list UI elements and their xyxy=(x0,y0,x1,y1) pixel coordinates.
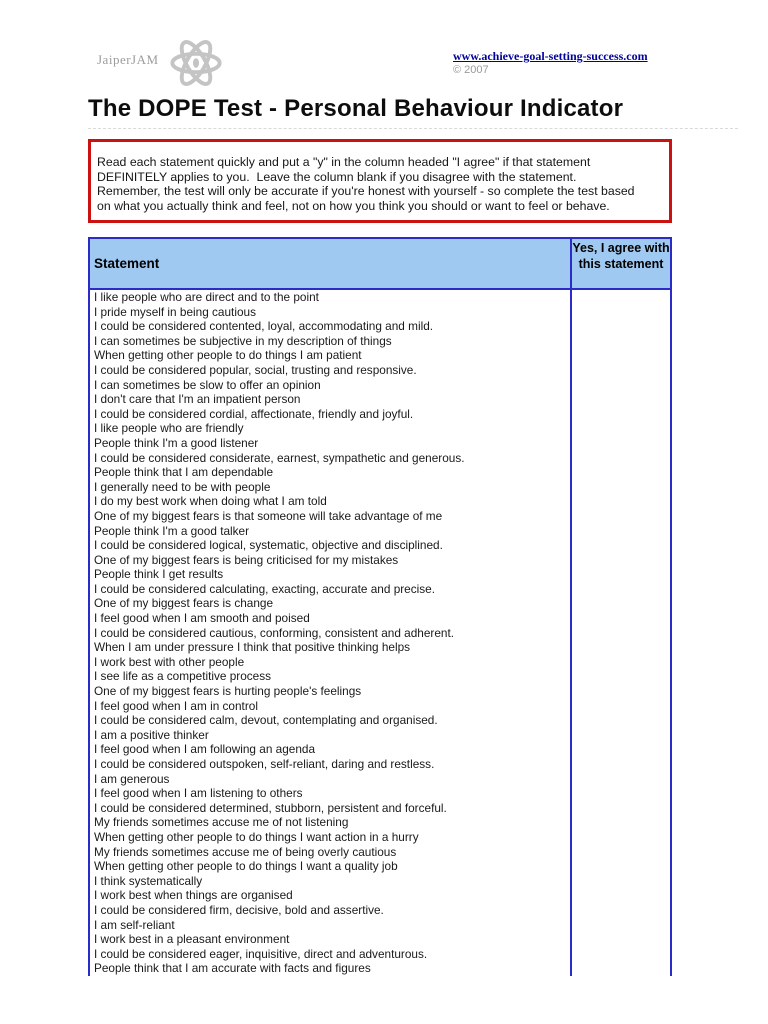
table-row xyxy=(90,830,670,845)
statement-cell: I work best in a pleasant environment xyxy=(90,932,572,947)
statement-cell: I feel good when I am listening to others xyxy=(90,786,572,801)
agree-cell[interactable] xyxy=(572,918,670,933)
table-row xyxy=(90,611,670,626)
agree-cell[interactable] xyxy=(572,524,670,539)
website-link[interactable]: www.achieve-goal-setting-success.com xyxy=(453,49,648,63)
agree-cell[interactable] xyxy=(572,509,670,524)
table-row xyxy=(90,465,670,480)
agree-cell[interactable] xyxy=(572,859,670,874)
atom-icon xyxy=(168,40,224,86)
table-row xyxy=(90,874,670,889)
statement-cell: I could be considered logical, systematic, objective and disciplined. xyxy=(90,538,572,553)
logo-text: JaiperJAM xyxy=(97,52,159,67)
table-row xyxy=(90,786,670,801)
agree-cell[interactable] xyxy=(572,801,670,816)
statement-cell: I pride myself in being cautious xyxy=(90,305,572,320)
agree-cell[interactable] xyxy=(572,815,670,830)
agree-cell[interactable] xyxy=(572,290,670,305)
statement-cell: I could be considered eager, inquisitive, direct and adventurous. xyxy=(90,947,572,962)
agree-cell[interactable] xyxy=(572,567,670,582)
agree-cell[interactable] xyxy=(572,363,670,378)
statement-column-header: Statement xyxy=(90,239,572,288)
agree-cell[interactable] xyxy=(572,596,670,611)
table-row xyxy=(90,815,670,830)
statement-cell: I like people who are direct and to the point xyxy=(90,290,572,305)
table-row xyxy=(90,859,670,874)
agree-cell[interactable] xyxy=(572,348,670,363)
table-row xyxy=(90,918,670,933)
agree-cell[interactable] xyxy=(572,655,670,670)
table-row xyxy=(90,596,670,611)
statement-cell: I am generous xyxy=(90,772,572,787)
table-row xyxy=(90,378,670,393)
agree-cell[interactable] xyxy=(572,830,670,845)
statement-cell: I can sometimes be subjective in my description of things xyxy=(90,334,572,349)
agree-cell[interactable] xyxy=(572,436,670,451)
table-row xyxy=(90,699,670,714)
statement-cell: I am a positive thinker xyxy=(90,728,572,743)
agree-cell[interactable] xyxy=(572,772,670,787)
agree-cell[interactable] xyxy=(572,611,670,626)
agree-cell[interactable] xyxy=(572,334,670,349)
agree-cell[interactable] xyxy=(572,742,670,757)
agree-cell[interactable] xyxy=(572,553,670,568)
statement-cell: I am self-reliant xyxy=(90,918,572,933)
table-row xyxy=(90,363,670,378)
table-row xyxy=(90,640,670,655)
statement-cell: I work best with other people xyxy=(90,655,572,670)
statement-cell: I could be considered cordial, affectionate, friendly and joyful. xyxy=(90,407,572,422)
agree-cell[interactable] xyxy=(572,494,670,509)
instructions-line: DEFINITELY applies to you. Leave the column blank if you disagree with the statement. xyxy=(97,169,577,184)
statement-cell: One of my biggest fears is change xyxy=(90,596,572,611)
statement-cell: When getting other people to do things I want a quality job xyxy=(90,859,572,874)
agree-cell[interactable] xyxy=(572,786,670,801)
statement-cell: I feel good when I am in control xyxy=(90,699,572,714)
agree-cell[interactable] xyxy=(572,378,670,393)
statement-cell: I can sometimes be slow to offer an opinion xyxy=(90,378,572,393)
instructions-line: on what you actually think and feel, not on how you think you should or want to feel or behave. xyxy=(97,198,610,213)
agree-cell[interactable] xyxy=(572,582,670,597)
table-row xyxy=(90,684,670,699)
agree-cell[interactable] xyxy=(572,626,670,641)
table-row xyxy=(90,567,670,582)
table-row xyxy=(90,961,670,976)
page-title: The DOPE Test - Personal Behaviour Indicator xyxy=(88,95,624,122)
statement-cell: I could be considered contented, loyal, accommodating and mild. xyxy=(90,319,572,334)
statement-cell: When getting other people to do things I want action in a hurry xyxy=(90,830,572,845)
table-row xyxy=(90,582,670,597)
statement-cell: I could be considered determined, stubborn, persistent and forceful. xyxy=(90,801,572,816)
agree-column-header: Yes, I agree with this statement xyxy=(572,241,670,271)
agree-cell[interactable] xyxy=(572,640,670,655)
statement-cell: One of my biggest fears is that someone will take advantage of me xyxy=(90,509,572,524)
statement-cell: I could be considered calm, devout, contemplating and organised. xyxy=(90,713,572,728)
instructions-line: Remember, the test will only be accurate if you're honest with yourself - so complete the test based xyxy=(97,184,635,199)
agree-cell[interactable] xyxy=(572,305,670,320)
statement-cell: When getting other people to do things I am patient xyxy=(90,348,572,363)
table-row xyxy=(90,801,670,816)
statement-cell: I could be considered outspoken, self-reliant, daring and restless. xyxy=(90,757,572,772)
table-row xyxy=(90,538,670,553)
title-divider xyxy=(88,128,738,129)
table-row xyxy=(90,728,670,743)
table-row xyxy=(90,407,670,422)
statements-body xyxy=(90,290,670,976)
agree-cell[interactable] xyxy=(572,319,670,334)
table-row xyxy=(90,305,670,320)
statement-cell: One of my biggest fears is hurting people's feelings xyxy=(90,684,572,699)
table-header-row xyxy=(90,239,670,290)
statement-cell: My friends sometimes accuse me of being overly cautious xyxy=(90,845,572,860)
agree-cell[interactable] xyxy=(572,932,670,947)
table-row xyxy=(90,903,670,918)
agree-cell[interactable] xyxy=(572,947,670,962)
statement-cell: I do my best work when doing what I am told xyxy=(90,494,572,509)
instructions-box xyxy=(88,139,672,223)
agree-cell[interactable] xyxy=(572,888,670,903)
table-row xyxy=(90,436,670,451)
table-row xyxy=(90,713,670,728)
agree-cell[interactable] xyxy=(572,845,670,860)
agree-cell[interactable] xyxy=(572,684,670,699)
agree-cell[interactable] xyxy=(572,669,670,684)
statement-cell: I think systematically xyxy=(90,874,572,889)
table-row xyxy=(90,319,670,334)
statements-table xyxy=(88,237,672,976)
statement-cell: People think I'm a good talker xyxy=(90,524,572,539)
table-row xyxy=(90,451,670,466)
instructions-text xyxy=(97,155,659,213)
table-row xyxy=(90,669,670,684)
agree-cell[interactable] xyxy=(572,961,670,976)
statement-cell: I feel good when I am smooth and poised xyxy=(90,611,572,626)
statement-cell: I see life as a competitive process xyxy=(90,669,572,684)
table-row xyxy=(90,421,670,436)
table-row xyxy=(90,845,670,860)
table-row xyxy=(90,524,670,539)
statement-cell: People think that I am accurate with facts and figures xyxy=(90,961,572,976)
statement-cell: I feel good when I am following an agenda xyxy=(90,742,572,757)
statement-cell: I don't care that I'm an impatient person xyxy=(90,392,572,407)
table-row xyxy=(90,888,670,903)
statement-cell: My friends sometimes accuse me of not listening xyxy=(90,815,572,830)
statement-cell: People think that I am dependable xyxy=(90,465,572,480)
agree-cell[interactable] xyxy=(572,874,670,889)
statement-cell: I generally need to be with people xyxy=(90,480,572,495)
agree-cell[interactable] xyxy=(572,407,670,422)
table-row xyxy=(90,509,670,524)
table-row xyxy=(90,742,670,757)
statement-cell: I could be considered calculating, exacting, accurate and precise. xyxy=(90,582,572,597)
table-row xyxy=(90,553,670,568)
table-row xyxy=(90,290,670,305)
statement-cell: I could be considered popular, social, trusting and responsive. xyxy=(90,363,572,378)
table-row xyxy=(90,334,670,349)
table-row xyxy=(90,480,670,495)
instructions-line: Read each statement quickly and put a "y" in the column headed "I agree" if that statement xyxy=(97,155,591,169)
statement-cell: One of my biggest fears is being criticised for my mistakes xyxy=(90,553,572,568)
table-row xyxy=(90,932,670,947)
table-row xyxy=(90,655,670,670)
statement-cell: People think I'm a good listener xyxy=(90,436,572,451)
agree-cell[interactable] xyxy=(572,538,670,553)
statement-cell: I like people who are friendly xyxy=(90,421,572,436)
table-row xyxy=(90,757,670,772)
table-row xyxy=(90,392,670,407)
agree-cell[interactable] xyxy=(572,757,670,772)
copyright-text: © 2007 xyxy=(453,64,489,76)
statement-cell: I could be considered firm, decisive, bold and assertive. xyxy=(90,903,572,918)
agree-cell[interactable] xyxy=(572,713,670,728)
statement-cell: When I am under pressure I think that positive thinking helps xyxy=(90,640,572,655)
agree-cell[interactable] xyxy=(572,421,670,436)
statement-cell: I could be considered considerate, earnest, sympathetic and generous. xyxy=(90,451,572,466)
agree-cell[interactable] xyxy=(572,728,670,743)
agree-cell[interactable] xyxy=(572,465,670,480)
table-row xyxy=(90,947,670,962)
agree-cell[interactable] xyxy=(572,903,670,918)
agree-cell[interactable] xyxy=(572,480,670,495)
statement-cell: I work best when things are organised xyxy=(90,888,572,903)
statement-cell: People think I get results xyxy=(90,567,572,582)
agree-cell[interactable] xyxy=(572,392,670,407)
table-row xyxy=(90,772,670,787)
agree-cell[interactable] xyxy=(572,451,670,466)
agree-cell[interactable] xyxy=(572,699,670,714)
table-row xyxy=(90,494,670,509)
table-row xyxy=(90,626,670,641)
table-row xyxy=(90,348,670,363)
statement-cell: I could be considered cautious, conforming, consistent and adherent. xyxy=(90,626,572,641)
